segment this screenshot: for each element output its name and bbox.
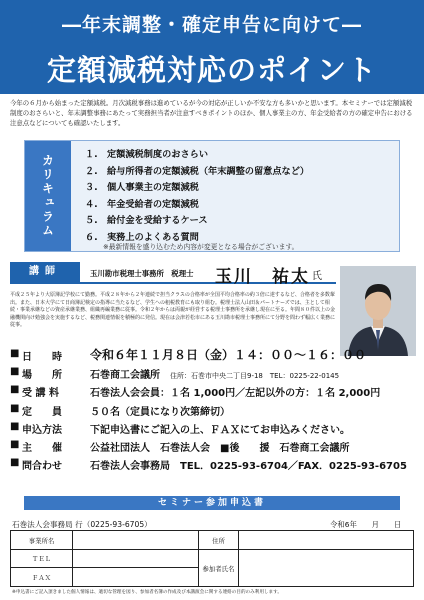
contact-text: 石巻法人会事務局 TEL．0225-93-6704／FAX．0225-93-6705: [90, 461, 407, 473]
curriculum-note: ※最新情報を盛り込むため内容が変更となる場合がございます。: [103, 243, 299, 251]
detail-row-capacity: ■ 定 員 ５０名（定員になり次第締切）: [10, 402, 230, 418]
venue-name: 石巻商工会議所: [90, 370, 160, 382]
participant-label: 参加者氏名: [199, 550, 239, 587]
application-date: 令和6年 月 日: [330, 520, 402, 529]
bullet-icon: ■: [10, 348, 20, 359]
bullet-icon: ■: [10, 402, 20, 414]
office-field[interactable]: [73, 531, 199, 550]
curriculum-label: カリキュラム: [25, 141, 71, 251]
bullet-icon: ■: [10, 420, 20, 432]
intro-text: 今年の６月から始まった定額減税。月次減税事務は進めているが今の対応が正しいか不安な方も多いかと思います。本セミナーでは定額減税制度のおさらいと、年末調整事務にあたって実務担当者が注意すべきポイントのほか、個人事業主の方、年金受給者の方の確定申告における注意点などについても確認いたします。: [10, 99, 413, 127]
fax-field[interactable]: [73, 568, 199, 587]
address-label: 住所: [199, 531, 239, 550]
curriculum-item: ５. 給付金を受給するケース: [85, 215, 208, 226]
fax-label: ＦＡＸ: [11, 568, 73, 587]
banner-subtitle: ―年末調整・確定申告に向けて―: [61, 14, 362, 36]
lecturer-bar: [10, 262, 336, 287]
curriculum-item: ４. 年金受給者の定額減税: [85, 198, 199, 210]
apply-method-text: 下記申込書にご記入の上、ＦＡＸにてお申込みください。: [90, 424, 350, 436]
bullet-icon: ■: [10, 384, 20, 396]
curriculum-panel: [24, 140, 400, 252]
bullet-icon: ■: [10, 438, 20, 450]
curriculum-item: ２. 給与所得者の定額減税（年末調整の留意点など）: [85, 165, 310, 177]
event-details: [10, 346, 414, 473]
fee-text: 石巻法人会会員：１名 1,000円／左記以外の方：１名 2,000円: [90, 388, 381, 400]
lecturer-tag: 講師: [10, 262, 80, 282]
detail-row-fee: ■ 受 講 料 石巻法人会会員：１名 1,000円／左記以外の方：１名 2,000円: [10, 384, 381, 400]
organizer-text: 公益社団法人 石巻法人会 ■後 援 石巻商工会議所: [90, 442, 350, 454]
lecturer-photo: [340, 266, 416, 356]
lecturer-org: 玉川勘市税理士事務所 税理士: [90, 269, 194, 278]
detail-row-contact: ■ 問合わせ 石巻法人会事務局 TEL．0225-93-6704／FAX．0225-93-6705: [10, 457, 407, 473]
lecturer-bio: 平成２５年より大原簿記学校にて勤務。平成２８年から２年連続で担当クラスの合格率が全国平均合格率の約３倍に達するなど、合格者を多数輩出。また、日本大学にて日商簿記検定の指導に当たるなど、学生への租税教育にも取り組む。税理士法人山田＆パートナーズでは、主として相続・事業承継などの資産承継業務、組織再編業務に従事。令和２年からは両親が経営する税理士事務所を承継し現在に至る。年間８０件以上の金融機関向け勉強会を実施するなど、税務関連情報を積極的に発信。現在は会津若松市にある玉川勘市税理士事務所にて分野を問わず幅広く業務に従事。: [10, 292, 336, 329]
office-label: 事業所名: [11, 531, 73, 550]
lecturer-honorific: 氏: [312, 271, 322, 282]
tel-field[interactable]: [73, 550, 199, 568]
participant-field[interactable]: [239, 550, 414, 587]
detail-row-venue: ■ 場 所 石巻商工会議所 住所：石巻市中央二丁目9-18 TEL：0225-22-0145: [10, 366, 340, 382]
application-form: [10, 530, 414, 587]
detail-row-organizer: ■ 主 催 公益社団法人 石巻法人会 ■後 援 石巻商工会議所: [10, 438, 350, 454]
privacy-footnote: ※申込書にご記入頂きました個人情報は、適切な管理を図り、参加者名簿の作成及び本講演会に関する連絡の目的のみ利用します。: [12, 590, 282, 595]
address-field[interactable]: [239, 531, 414, 550]
application-recipient: 石巻法人会事務局 行（0225-93-6705）: [12, 520, 152, 529]
event-datetime: 令和６年１１月８日（金）１４：００～１６：００: [90, 348, 367, 362]
curriculum-item: １. 定額減税制度のおさらい: [85, 149, 209, 160]
bullet-icon: ■: [10, 366, 20, 378]
title-banner: [0, 0, 424, 94]
application-header: セミナー参加申込書: [24, 496, 400, 510]
portrait-image: [340, 266, 416, 356]
detail-row-datetime: ■ 日 時 令和６年１１月８日（金）１４：００～１６：００: [10, 348, 367, 363]
curriculum-item: ３. 個人事業主の定額減税: [85, 182, 199, 193]
banner-title: 定額減税対応のポイント: [46, 53, 377, 87]
tel-label: ＴＥＬ: [11, 550, 73, 568]
detail-row-apply: ■ 申込方法 下記申込書にご記入の上、ＦＡＸにてお申込みください。: [10, 420, 350, 436]
capacity-text: ５０名（定員になり次第締切）: [90, 406, 230, 418]
bullet-icon: ■: [10, 457, 20, 469]
lecturer-name: 玉川 祐太: [215, 267, 310, 287]
venue-address: 住所：石巻市中央二丁目9-18 TEL：0225-22-0145: [170, 372, 340, 381]
curriculum-item: ６. 実務上のよくある質問: [85, 231, 199, 243]
curriculum-list: [85, 147, 391, 246]
